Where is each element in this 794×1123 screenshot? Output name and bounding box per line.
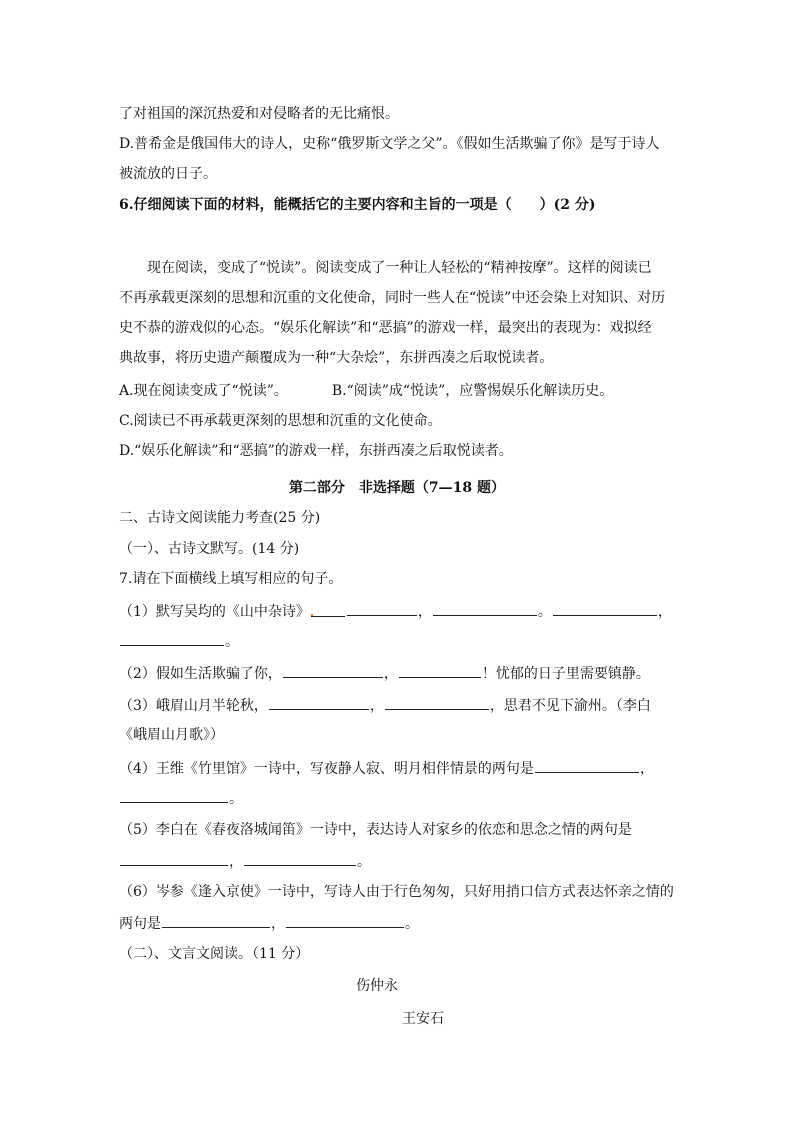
q7-5-line: （5）李白在《春夜洛城闻笛》一诗中，表达诗人对家乡的依恋和思念之情的两句是 bbox=[119, 822, 632, 838]
q7-6-prompt: 两句是 bbox=[119, 916, 161, 932]
q7-4-line bbox=[119, 758, 679, 778]
option-a: A.现在阅读变成了“悦读”。 bbox=[119, 383, 288, 399]
answer-blank[interactable] bbox=[286, 913, 404, 928]
option-c: C.阅读已不再承载更深刻的思想和沉重的文化使命。 bbox=[119, 413, 442, 429]
answer-blank[interactable] bbox=[269, 695, 369, 710]
answer-blank[interactable] bbox=[433, 601, 537, 616]
comma: ， bbox=[657, 604, 672, 620]
period: 。 bbox=[537, 604, 552, 620]
period: 。 bbox=[225, 634, 239, 650]
passage-line-3: 史不恭的游戏似的心态。“娱乐化解读”和“恶搞”的游戏一样，最突出的表现为：戏拟经 bbox=[119, 320, 652, 336]
option-d-text: D.普希金是俄国伟大的诗人，史称“俄罗斯文学之父”。《假如生活欺骗了你》是写于诗人 bbox=[119, 136, 660, 152]
passage-line-4: 典故事，将历史遗产颠覆成为一种“大杂烩”，东拼西凑之后取悦读者。 bbox=[119, 350, 554, 366]
question-7: 7.请在下面横线上填写相应的句子。 bbox=[119, 571, 343, 587]
comma: ， bbox=[417, 604, 432, 620]
text-line: 被流放的日子。 bbox=[119, 166, 217, 182]
q7-3-source: 《峨眉山月歌》） bbox=[119, 727, 224, 743]
answer-blank[interactable] bbox=[283, 663, 383, 678]
q7-1-line bbox=[119, 601, 679, 621]
q7-3-prompt: （3）峨眉山月半轮秋， bbox=[119, 698, 268, 714]
q7-6-continuation bbox=[119, 913, 679, 933]
option-d: D.“娱乐化解读”和“恶搞”的游戏一样，东拼西凑之后取悦读者。 bbox=[119, 443, 513, 459]
passage-title: 伤仲永 bbox=[356, 978, 398, 994]
answer-blank[interactable] bbox=[120, 851, 228, 866]
answer-blank[interactable] bbox=[347, 601, 417, 616]
q7-5-continuation bbox=[119, 851, 679, 871]
q7-2-line bbox=[119, 663, 679, 683]
q7-4-continuation bbox=[119, 788, 679, 808]
answer-blank[interactable] bbox=[385, 695, 489, 710]
answer-blank[interactable] bbox=[553, 601, 657, 616]
q7-1-prompt: （1）默写吴均的《山中杂诗》 bbox=[119, 604, 310, 620]
option-row-ab bbox=[119, 381, 679, 401]
q7-4-prompt: （4）王维《竹里馆》一诗中，写夜静人寂、明月相伴情景的两句是 bbox=[119, 761, 534, 777]
passage-line-2: 不再承载更深刻的思想和沉重的文化使命，同时一些人在“悦读”中还会染上对知识、对历 bbox=[119, 290, 666, 306]
passage-line-1: 现在阅读，变成了“悦读”。阅读变成了一种让人轻松的“精神按摩”。这样的阅读已 bbox=[147, 260, 652, 276]
answer-blank[interactable] bbox=[311, 602, 345, 617]
q7-6-line: （6）岑参《逢入京使》一诗中，写诗人由于行色匆匆，只好用捎口信方式表达怀亲之情的 bbox=[119, 884, 674, 900]
answer-blank[interactable] bbox=[244, 851, 356, 866]
comma: ， bbox=[369, 698, 384, 714]
spacer bbox=[119, 351, 679, 371]
q7-2-prompt: （2）假如生活欺骗了你， bbox=[119, 666, 282, 682]
subsection-heading-2: （二）、文言文阅读。（11 分） bbox=[119, 946, 310, 962]
q7-3-suffix: ，思君不见下渝州。（李白 bbox=[489, 698, 651, 714]
subsection-heading: （一）、古诗文默写。(14 分) bbox=[119, 541, 300, 557]
period: 。 bbox=[405, 916, 419, 932]
passage-author: 王安石 bbox=[402, 1011, 444, 1027]
comma: ， bbox=[271, 916, 285, 932]
text-line: 了对祖国的深沉热爱和对侵略者的无比痛恨。 bbox=[119, 106, 399, 122]
option-b: B.“阅读”成“悦读”，应警惕娱乐化解读历史。 bbox=[331, 383, 614, 399]
comma: ， bbox=[639, 761, 654, 777]
answer-blank[interactable] bbox=[399, 663, 481, 678]
q7-2-suffix: ！忧郁的日子里需要镇静。 bbox=[481, 666, 650, 682]
part-two-heading: 第二部分 非选择题（7—18 题） bbox=[288, 480, 506, 496]
answer-blank[interactable] bbox=[162, 913, 270, 928]
period: 。 bbox=[229, 791, 243, 807]
comma: ， bbox=[229, 854, 243, 870]
answer-blank[interactable] bbox=[535, 758, 639, 773]
q7-3-line bbox=[119, 695, 679, 715]
answer-blank[interactable] bbox=[120, 631, 224, 646]
answer-blank[interactable] bbox=[120, 788, 228, 803]
question-6: 6.仔细阅读下面的材料，能概括它的主要内容和主旨的一项是（ ）(2 分) bbox=[119, 197, 596, 213]
q7-1-continuation bbox=[119, 631, 679, 651]
period: 。 bbox=[357, 854, 371, 870]
section-heading: 二、古诗文阅读能力考查(25 分) bbox=[119, 510, 321, 526]
cursor-mark bbox=[311, 614, 313, 616]
comma: ， bbox=[383, 666, 398, 682]
